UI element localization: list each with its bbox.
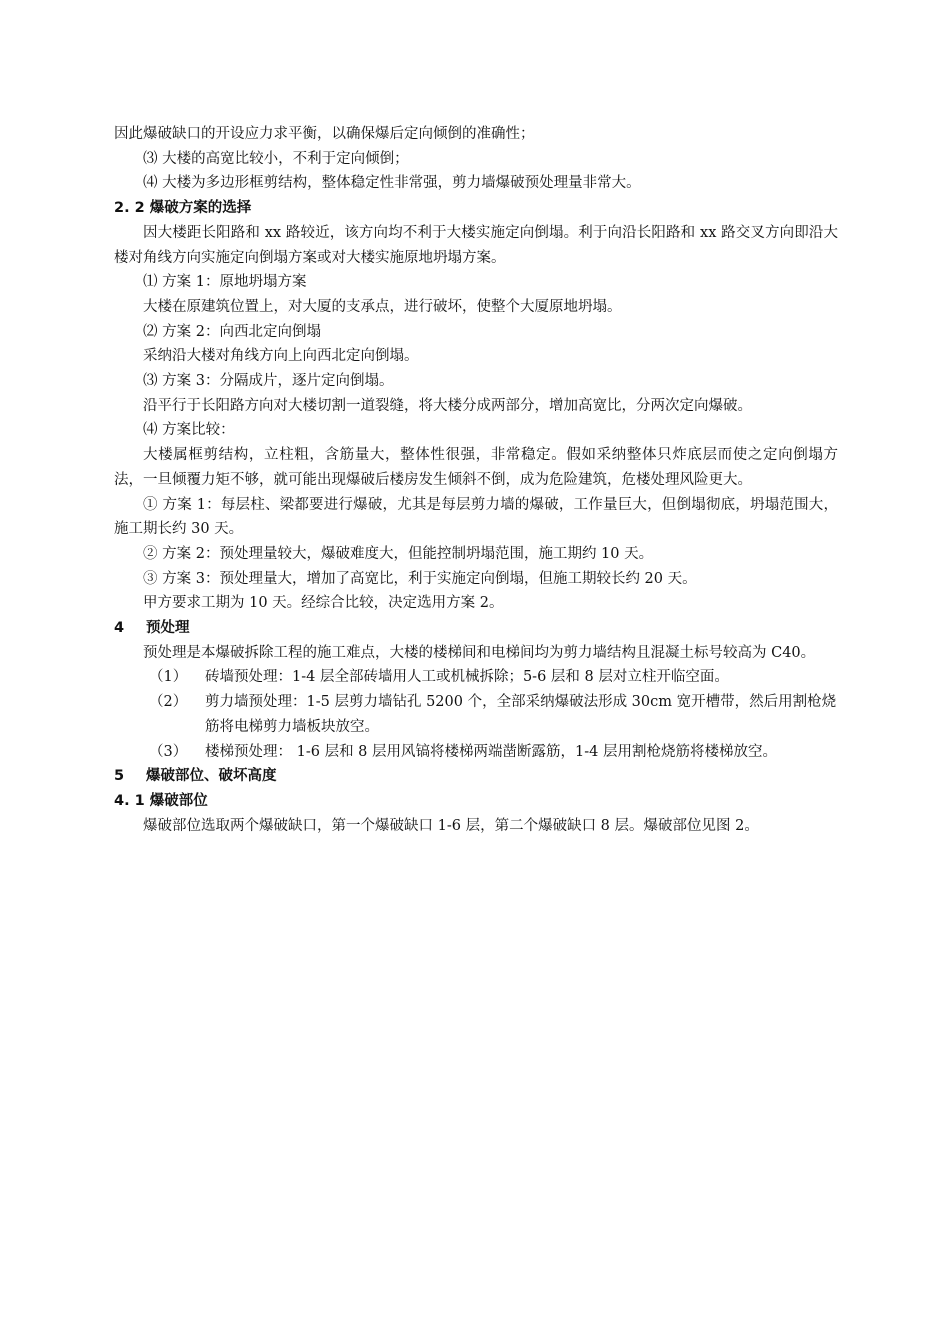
heading-4-1: 4. 1 爆破部位 — [114, 792, 208, 809]
plan2-title: ⑵ 方案 2：向西北定向倒塌 — [143, 323, 321, 340]
list-item-number: （3） — [149, 743, 188, 760]
heading-4-number: 4 — [114, 620, 125, 637]
list-item-text: 剪力墙预处理：1-5 层剪力墙钻孔 5200 个，全部采纳爆破法形成 30cm 宽开槽带，然后用割枪烧筋将电梯剪力墙板块放空。 — [205, 694, 837, 735]
plan1-title: ⑴ 方案 1：原地坍塌方案 — [143, 274, 307, 291]
compare-desc: 大楼属框剪结构，立柱粗，含筋量大，整体性很强，非常稳定。假如采纳整体只炸底层而使之定向倒塌方法，一旦倾覆力矩不够，就可能出现爆破后楼房发生倾斜不倒，成为危险建筑，危楼处理风险更大。 — [114, 447, 838, 488]
section-4-intro: 预处理是本爆破拆除工程的施工难点，大楼的楼梯间和电梯间均为剪力墙结构且混凝土标号较高为 C40。 — [143, 644, 816, 661]
conclusion: 甲方要求工期为 10 天。经综合比较，决定选用方案 2。 — [143, 595, 504, 612]
heading-2-2: 2. 2 爆破方案的选择 — [114, 200, 252, 217]
list-item — [114, 690, 838, 739]
plan3-desc: 沿平行于长阳路方向对大楼切割一道裂缝，将大楼分成两部分，增加高宽比，分两次定向爆破。 — [143, 397, 752, 414]
document-page — [114, 122, 838, 838]
plan3-title: ⑶ 方案 3：分隔成片，逐片定向倒塌。 — [143, 373, 394, 390]
heading-5-title: 爆破部位、破坏高度 — [146, 768, 277, 785]
list-item-text: 砖墙预处理：1-4 层全部砖墙用人工或机械拆除；5-6 层和 8 层对立柱开临空面。 — [205, 669, 729, 686]
list-item-number: （1） — [149, 669, 188, 686]
heading-5 — [114, 764, 838, 789]
list-item-text: 楼梯预处理： 1-6 层和 8 层用风镐将楼梯两端凿断露筋，1-4 层用割枪烧筋将楼梯放空。 — [205, 743, 777, 760]
paragraph-item-3: ⑶ 大楼的高宽比较小，不利于定向倾倒； — [143, 150, 409, 167]
compare-title: ⑷ 方案比较： — [143, 422, 235, 439]
heading-4-title: 预处理 — [146, 620, 190, 637]
heading-5-number: 5 — [114, 768, 125, 785]
compare-plan2: ② 方案 2：预处理量较大，爆破难度大，但能控制坍塌范围，施工期约 10 天。 — [143, 545, 654, 562]
list-item-number: （2） — [149, 694, 188, 711]
plan1-desc: 大楼在原建筑位置上，对大厦的支承点，进行破坏，使整个大厦原地坍塌。 — [143, 298, 622, 315]
paragraph-item-4: ⑷ 大楼为多边形框剪结构，整体稳定性非常强，剪力墙爆破预处理量非常大。 — [143, 175, 641, 192]
list-item — [114, 740, 838, 765]
paragraph-continuation: 因此爆破缺口的开设应力求平衡，以确保爆后定向倾倒的准确性； — [114, 126, 535, 142]
section-4-1-text: 爆破部位选取两个爆破缺口，第一个爆破缺口 1-6 层，第二个爆破缺口 8 层。爆破部位见图 2。 — [143, 817, 759, 834]
compare-plan1: ① 方案 1：每层柱、梁都要进行爆破，尤其是每层剪力墙的爆破，工作量巨大，但倒塌彻底，坍塌范围大，施工期长约 30 天。 — [114, 496, 838, 538]
plan2-desc: 采纳沿大楼对角线方向上向西北定向倒塌。 — [143, 348, 419, 365]
heading-4 — [114, 616, 838, 641]
section-2-2-intro: 因大楼距长阳路和 xx 路较近，该方向均不利于大楼实施定向倒塌。利于向沿长阳路和 xx 路交叉方向即沿大楼对角线方向实施定向倒塌方案或对大楼实施原地坍塌方案。 — [114, 224, 838, 266]
list-item — [114, 665, 838, 690]
compare-plan3: ③ 方案 3：预处理量大，增加了高宽比，利于实施定向倒塌，但施工期较长约 20 天。 — [143, 570, 697, 587]
